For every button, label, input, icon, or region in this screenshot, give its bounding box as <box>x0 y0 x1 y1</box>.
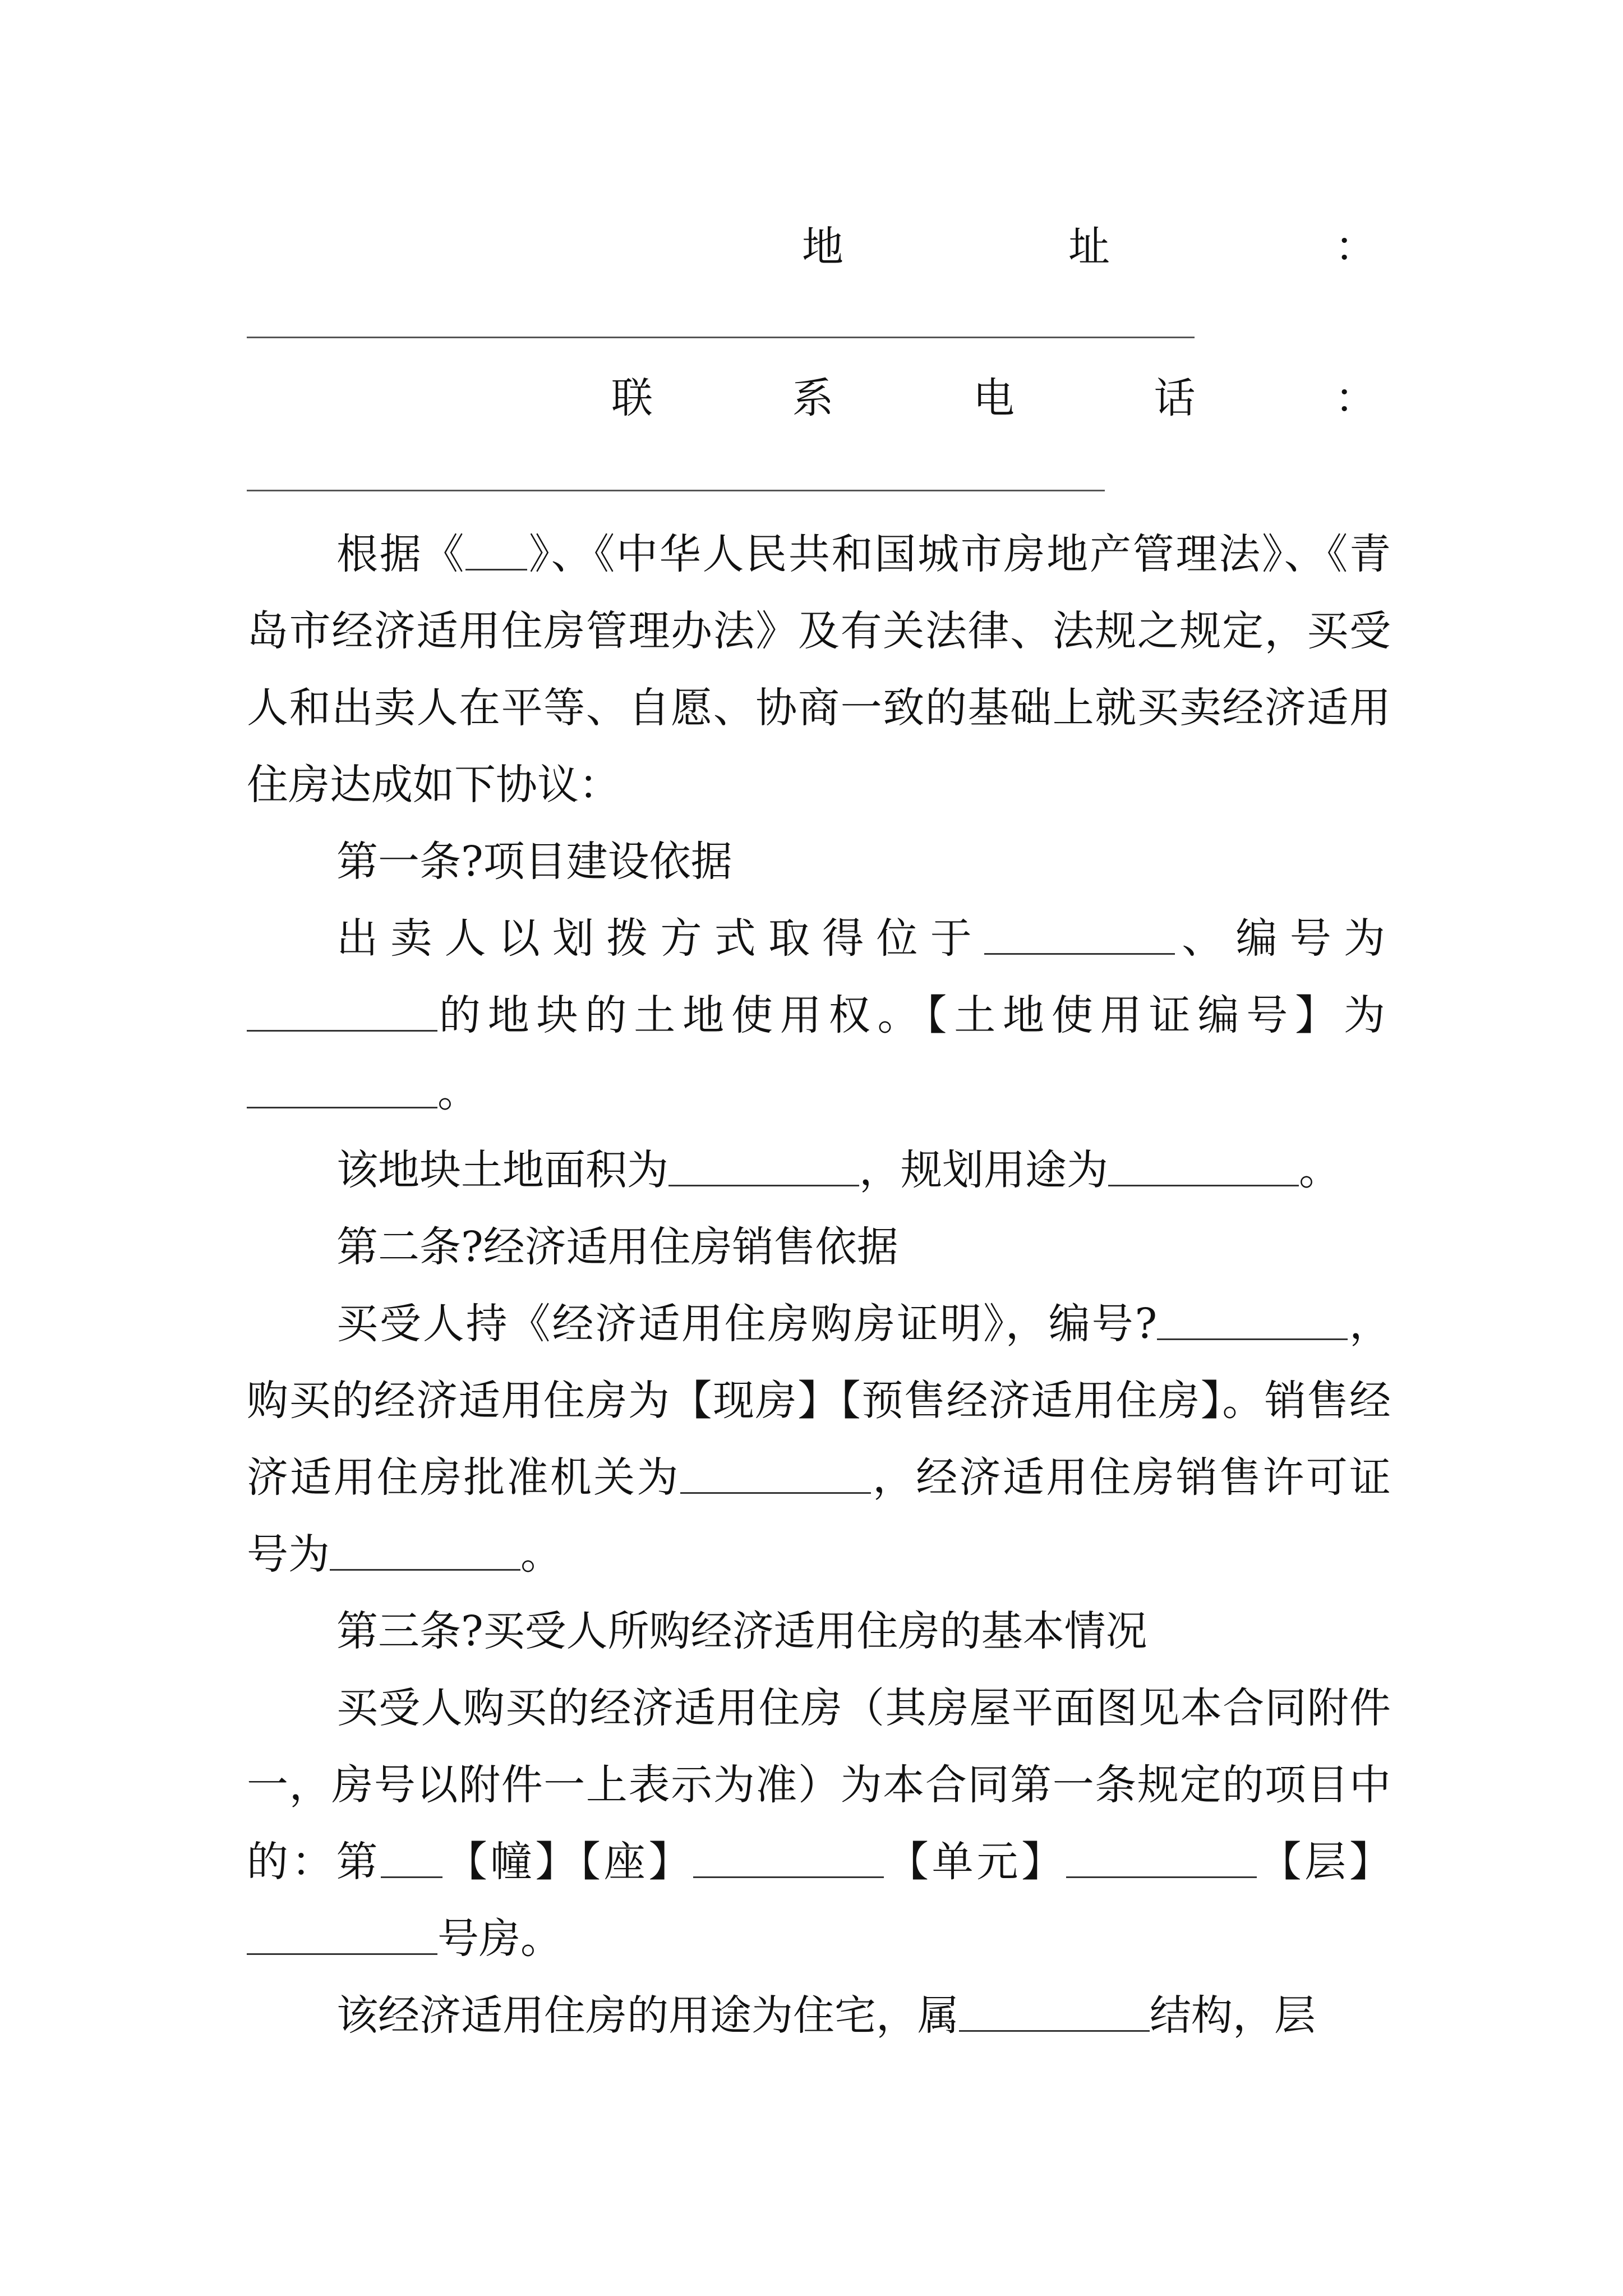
phone-char: 联 <box>611 374 653 422</box>
address-char: 地 <box>802 223 843 271</box>
blank-field <box>247 1065 437 1108</box>
phone-fill-line <box>247 490 1105 491</box>
text: 【幢】【座】 <box>442 1838 694 1886</box>
article-2-paragraph <box>247 1286 1391 1593</box>
address-char: 址 <box>1068 223 1110 271</box>
text: 》、《中华人民共和国城市房地产管理法》、《青岛市经济适用住房管理办法》及有关法律、法规之规定，买受人和出卖人在平等、自愿、协商一致的基础上就买卖经济适用住房达成如下协议： <box>247 530 1391 809</box>
blank-field <box>693 1835 884 1878</box>
blank-field <box>1157 1297 1348 1340</box>
article-3-use-paragraph <box>247 1977 1391 2054</box>
address-line <box>247 219 1376 275</box>
blank-field <box>330 1527 520 1571</box>
text: 根据《 <box>336 530 466 578</box>
phone-line <box>247 370 1376 426</box>
text: 、编号为 <box>1175 914 1391 963</box>
blank-field <box>465 527 527 570</box>
blank-field <box>984 912 1175 955</box>
article-3-paragraph <box>247 1670 1391 1977</box>
article-1-area-paragraph <box>247 1132 1391 1209</box>
address-colon: ： <box>1335 223 1376 271</box>
phone-char: 系 <box>792 374 834 422</box>
blank-field <box>381 1835 442 1878</box>
blank-field <box>1108 1143 1299 1186</box>
text: 该经济适用住房的用途为住宅，属 <box>336 1991 959 2040</box>
phone-char: 电 <box>973 374 1015 422</box>
text: 。 <box>1299 1146 1340 1194</box>
text: ，购买的经济适用住房为【现房】【预售经济适用住房】。销售经济适用住房批准机关为 <box>247 1300 1391 1502</box>
article-3-title: 第三条?买受人所购经济适用住房的基本情况 <box>336 1607 1147 1655</box>
blank-field <box>247 1912 437 1955</box>
text: ，规划用途为 <box>859 1146 1108 1194</box>
text: 出卖人以划拨方式取得位于 <box>336 914 984 963</box>
text: ，经济适用住房销售许可证号为 <box>247 1453 1391 1579</box>
blank-field <box>1066 1835 1257 1878</box>
text: 买受人持《经济适用住房购房证明》，编号? <box>336 1300 1158 1348</box>
phone-colon: ： <box>1335 374 1376 422</box>
article-2-title: 第二条?经济适用住房销售依据 <box>336 1223 898 1271</box>
preamble-paragraph <box>247 516 1391 823</box>
address-fill-line <box>247 337 1195 338</box>
text: 号房。 <box>437 1915 562 1963</box>
article-1-title: 第一条?项目建设依据 <box>336 838 732 886</box>
text: 。 <box>520 1530 562 1579</box>
article-1-paragraph <box>247 900 1391 1131</box>
blank-field <box>247 988 437 1032</box>
text: 买受人购买的经济适用住房（其房屋平面图见本合同附件一，房号以附件一上表示为准）为本合同第一条规定的项目中的：第 <box>247 1684 1391 1886</box>
blank-field <box>959 1989 1150 2032</box>
text: 该地块土地面积为 <box>336 1146 668 1194</box>
blank-field <box>668 1143 859 1186</box>
text: 结构，层 <box>1150 1991 1316 2040</box>
blank-field <box>680 1451 871 1494</box>
text: 。 <box>437 1068 485 1116</box>
phone-char: 话 <box>1154 374 1196 422</box>
text: 【层】 <box>1256 1838 1391 1886</box>
text: 的地块的土地使用权。【土地使用证编号】为 <box>437 991 1391 1039</box>
text: 【单元】 <box>884 1838 1066 1886</box>
